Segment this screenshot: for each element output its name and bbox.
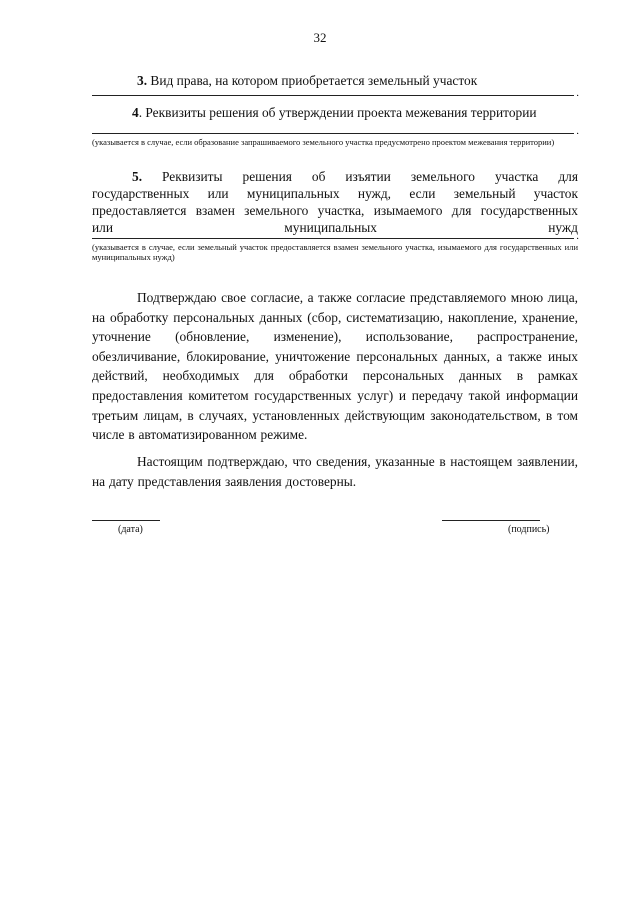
section-3-fill-line[interactable]: . xyxy=(92,95,574,96)
section-5-line-4: или муниципальных нужд xyxy=(92,220,578,235)
date-fill-line[interactable] xyxy=(92,520,160,521)
section-5-number: 5. xyxy=(132,169,143,184)
page-number: 32 xyxy=(313,30,327,45)
section-4-text: . Реквизиты решения об утверждении проекта межевания территории xyxy=(138,105,537,120)
section-5-fill-line[interactable]: . xyxy=(92,238,574,239)
section-5 xyxy=(92,168,578,262)
date-label: (дата) xyxy=(118,524,143,535)
section-3 xyxy=(92,72,579,99)
section-4-note: (указывается в случае, если образование запрашиваемого земельного участка предусмотрено проектом межевания территории) xyxy=(92,137,555,147)
section-5-note: (указывается в случае, если земельный участок предоставляется взамен земельного участка, изымаемого для государственных или муниципальных нужд) xyxy=(92,242,578,262)
section-5-line-2: государственных или муниципальных нужд, если земельный участок xyxy=(92,186,578,201)
section-3-heading xyxy=(92,72,578,89)
section-5-line-3: предоставляется взамен земельного участка, изымаемого для государственных xyxy=(92,203,578,218)
section-4-heading xyxy=(92,104,578,121)
signature-label: (подпись) xyxy=(508,524,550,535)
section-5-line-1 xyxy=(92,168,578,185)
section-4-number: 4 xyxy=(132,105,139,120)
section-3-number: 3. xyxy=(137,73,148,88)
section-4 xyxy=(92,104,578,147)
consent-paragraph: Подтверждаю свое согласие, а также согласие представляемого мною лица, на обработку персональных данных (сбор, систематизацию, накопление, хранение, уточнение (обновление, изменение), использование, распространение, обезличивание, блокирование, уничтожение персональных данных, а также иных действий, необходимых для обработки персональных данных в рамках предоставления комитетом государственных услуг) и передачу такой информации третьим лицам, в случаях, установленных действующим законодательством, в том числе в автоматизированном режиме. xyxy=(92,290,578,443)
confirm-paragraph: Настоящим подтверждаю, что сведения, указанные в настоящем заявлении, на дату представления заявления достоверны. xyxy=(92,454,578,489)
signature-fill-line[interactable] xyxy=(442,520,540,521)
section-4-fill-line[interactable]: . xyxy=(92,133,574,134)
section-5-text-1: Реквизиты решения об изъятии земельного участка для xyxy=(142,169,578,184)
section-3-text: Вид права, на котором приобретается земельный участок xyxy=(147,73,478,88)
